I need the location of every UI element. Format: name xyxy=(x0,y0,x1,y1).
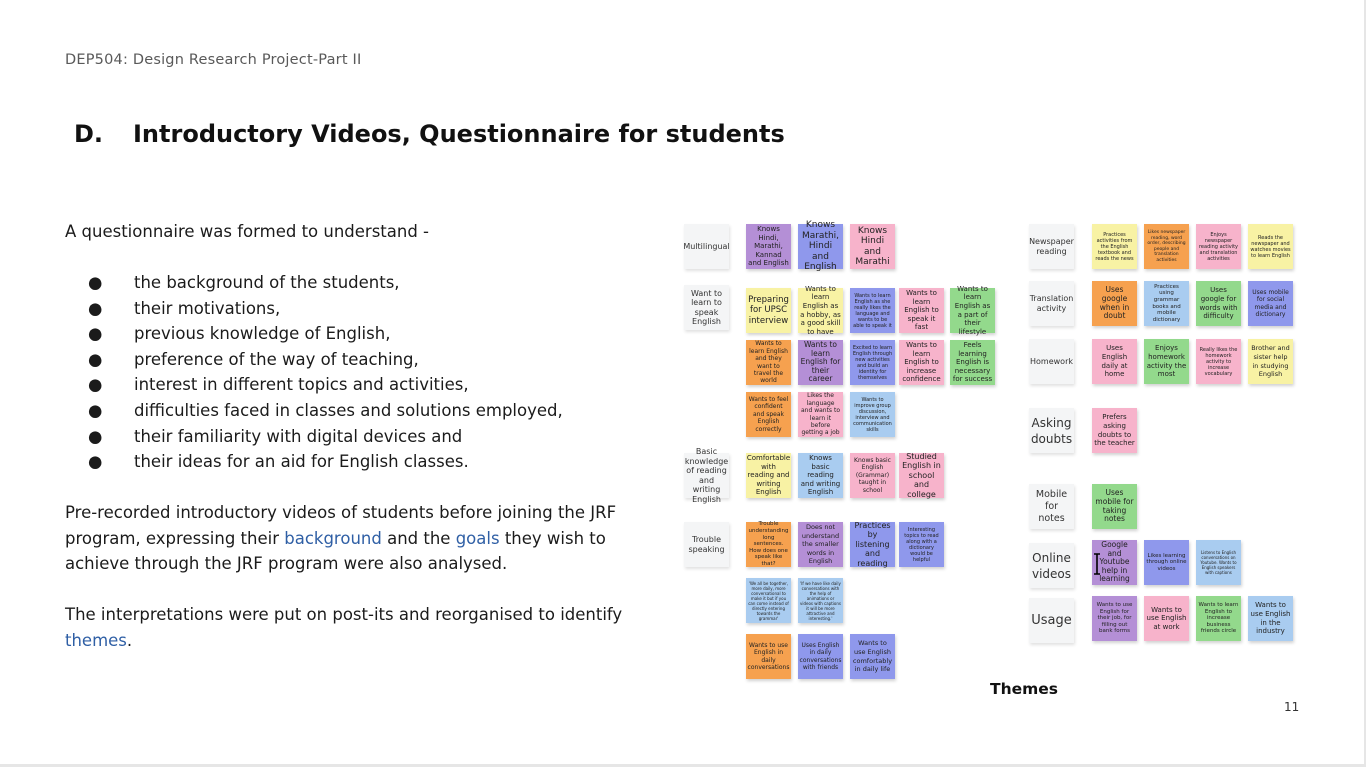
page-number: 11 xyxy=(1284,700,1300,714)
post-it-note: Wants to learn English as a hobby, as a good skill to have xyxy=(798,288,843,333)
post-it-note: Does not understand the smaller words in English xyxy=(798,522,843,567)
course-header: DEP504: Design Research Project-Part II xyxy=(65,52,362,68)
list-item: ● their ideas for an aid for English classes. xyxy=(88,452,469,472)
theme-label: Want to learn to speak English xyxy=(684,285,729,330)
list-item: ● preference of the way of teaching, xyxy=(88,349,419,369)
list-item: ● the background of the students, xyxy=(88,273,400,292)
background-link[interactable]: background xyxy=(284,528,382,548)
post-it-note: Wants to use English at work xyxy=(1144,596,1189,641)
post-it-note: Uses English in daily conversations with friends xyxy=(798,634,843,679)
theme-label: Basic knowledge of reading and writing English xyxy=(684,447,729,504)
list-item: ● difficulties faced in classes and solutions employed, xyxy=(88,400,563,420)
post-it-note: Practices using grammar books and mobile dictionary xyxy=(1144,281,1189,326)
post-it-note: Uses google for words with difficulty xyxy=(1196,281,1241,326)
post-it-note: 'If we have like daily conversations with the help of animations or videos with captions it will be more attractive and interesting.' xyxy=(798,578,843,623)
theme-label: Homework xyxy=(1029,339,1074,384)
post-it-note: Wants to use English in daily conversations xyxy=(746,634,791,679)
post-it-note: Uses English daily at home xyxy=(1092,339,1137,384)
slide-title xyxy=(74,120,785,148)
post-it-note: Wants to learn English and they want to travel the world xyxy=(746,340,791,385)
post-it-note: Practices by listening and reading xyxy=(850,522,895,567)
theme-label: Usage xyxy=(1029,598,1074,643)
list-item: ● their motivations, xyxy=(88,298,281,318)
post-it-note: Knows Marathi, Hindi and English xyxy=(798,224,843,269)
post-it-note: Wants to learn English to speak it fast xyxy=(899,288,944,333)
post-it-note: Studied English in school and college xyxy=(899,453,944,498)
post-it-note: Uses google when in doubt xyxy=(1092,281,1137,326)
theme-label: Online videos xyxy=(1029,543,1074,588)
post-it-note: Prefers asking doubts to the teacher xyxy=(1092,408,1137,453)
goals-link[interactable]: goals xyxy=(455,528,500,548)
post-it-note: Likes newspaper reading, word order, describing people and translation activities xyxy=(1144,224,1189,269)
post-it-note: Excited to learn English through new activities and build an identity for themselves xyxy=(850,340,895,385)
list-item: ● their familiarity with digital devices and xyxy=(88,426,463,446)
post-it-note: Likes learning through online videos xyxy=(1144,540,1189,585)
post-it-note: Uses mobile for social media and dictionary xyxy=(1248,281,1293,326)
theme-label: Mobile for notes xyxy=(1029,484,1074,529)
theme-label: Newspaper reading xyxy=(1029,224,1074,269)
post-it-note: Reads the newspaper and watches movies to learn English xyxy=(1248,224,1293,269)
post-it-note: Knows Hindi, Marathi, Kannad and English xyxy=(746,224,791,269)
list-item: ● previous knowledge of English, xyxy=(88,324,391,344)
themes-paragraph: The interpretations were put on post-its and reorganised to identify themes. xyxy=(65,605,623,650)
post-it-note: Practices activities from the English textbook and reads the news xyxy=(1092,224,1137,269)
post-it-note: Really likes the homework activity to increase vocabulary xyxy=(1196,339,1241,384)
post-it-note: Knows Hindi and Marathi xyxy=(850,224,895,269)
post-it-note: Feels learning English is necessary for success xyxy=(950,340,995,385)
post-it-note: Wants to improve group discussion, interview and communication skills xyxy=(850,392,895,437)
theme-label: Translation activity xyxy=(1029,281,1074,326)
post-it-note: Knows basic reading and writing English xyxy=(798,453,843,498)
themes-caption: Themes xyxy=(990,680,1059,698)
post-it-board xyxy=(680,220,1320,700)
post-it-note: Trouble understanding long sentences. How does one speak like that? xyxy=(746,522,791,567)
post-it-note: Preparing for UPSC interview xyxy=(746,288,791,333)
themes-link[interactable]: themes xyxy=(65,630,127,650)
section-title: Introductory Videos, Questionnaire for students xyxy=(133,120,785,148)
post-it-note: Interesting topics to read along with a dictionary would be helpful xyxy=(899,522,944,567)
post-it-note: Enjoys homework activity the most xyxy=(1144,339,1189,384)
post-it-note: Wants to learn English to increase confidence xyxy=(899,340,944,385)
section-letter: D. xyxy=(74,120,104,148)
post-it-note: Wants to learn English as she really likes the language and wants to be able to speak it xyxy=(850,288,895,333)
list-item: ● interest in different topics and activities, xyxy=(88,375,469,395)
post-it-note: Wants to feel confident and speak English correctly xyxy=(746,392,791,437)
post-it-note: 'We all be together, more daily, more conversational to make it but if you can come instead of directly entering towards the grammar' xyxy=(746,578,791,623)
post-it-note: Wants to use English in the industry xyxy=(1248,596,1293,641)
post-it-note: Brother and sister help in studying English xyxy=(1248,339,1293,384)
videos-paragraph: Pre-recorded introductory videos of students before joining the JRF program, expressing their background and the goals they wish to achieve through the JRF program were also analysed. xyxy=(65,503,617,574)
intro-text: A questionnaire was formed to understand - xyxy=(65,222,430,241)
theme-label: Trouble speaking xyxy=(684,522,729,567)
post-it-note: Comfortable with reading and writing English xyxy=(746,454,791,497)
post-it-note: Wants to learn English for their career xyxy=(798,340,843,385)
post-it-note: Likes the language and wants to learn it before getting a job xyxy=(798,392,843,437)
theme-label: Multilingual xyxy=(684,224,729,269)
post-it-note: Wants to use English comfortably in daily life xyxy=(850,634,895,679)
post-it-note: Wants to use English for their job, for filling out bank forms xyxy=(1092,596,1137,641)
post-it-note: Listens to English conversations on Youtube. Wants to English speakers with captions xyxy=(1196,540,1241,585)
questionnaire-list xyxy=(88,270,563,475)
post-it-note: Google and Youtube help in learning xyxy=(1092,540,1137,585)
post-it-note: Wants to learn English as a part of their lifestyle xyxy=(950,288,995,333)
post-it-note: Enjoys newspaper reading activity and translation activities xyxy=(1196,224,1241,269)
post-it-note: Uses mobile for taking notes xyxy=(1092,484,1137,529)
theme-label: Asking doubts xyxy=(1029,408,1074,453)
text-cursor-icon xyxy=(1093,553,1101,575)
post-it-note: Wants to learn English to increase business friends circle xyxy=(1196,596,1241,641)
post-it-note: Knows basic English (Grammar) taught in school xyxy=(850,453,895,498)
